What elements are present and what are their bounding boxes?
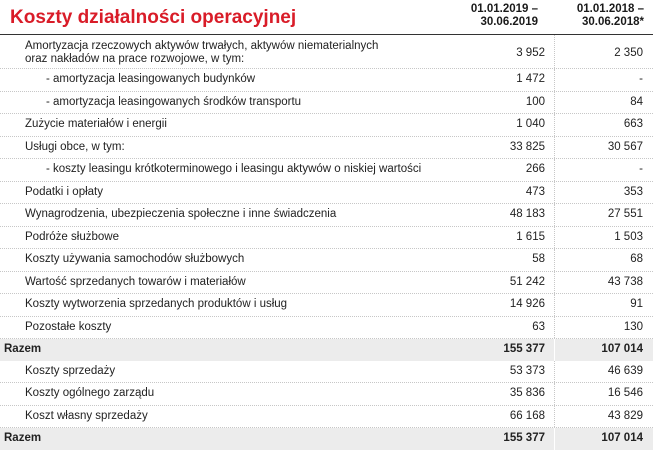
value-2018: - (639, 73, 643, 85)
value-2019: 35 836 (509, 387, 545, 399)
value-2018: 46 639 (607, 364, 643, 377)
table-row (0, 92, 653, 115)
column-header-2019 (446, 3, 538, 29)
column-divider (554, 92, 555, 114)
value-2018: 130 (623, 320, 643, 333)
value-2019: 63 (532, 320, 545, 333)
row-label: Koszty wytworzenia sprzedanych produktów i usług (25, 298, 288, 310)
value-2019: 33 825 (509, 140, 545, 153)
column-divider (554, 406, 555, 428)
value-2018: 91 (630, 298, 643, 310)
page-title: Koszty działalności operacyjnej (10, 7, 297, 28)
value-2018: 43 738 (607, 275, 643, 288)
column-divider (554, 294, 555, 316)
column-divider (554, 227, 555, 249)
total-value-2018: 107 014 (601, 432, 643, 444)
row-label: Wynagrodzenia, ubezpieczenia społeczne i inne świadczenia (25, 208, 337, 220)
table-row (0, 406, 653, 429)
table-row (0, 204, 653, 227)
table-body (0, 35, 653, 450)
row-label: - amortyzacja leasingowanych budynków (46, 73, 256, 85)
column-header-2018-line2: 30.06.2018* (581, 16, 644, 28)
value-2018: 30 567 (607, 140, 643, 153)
row-label: Wartość sprzedanych towarów i materiałów (25, 275, 246, 288)
table-row (0, 383, 653, 406)
total-value-2019: 155 377 (503, 343, 545, 355)
value-2019: 51 242 (509, 275, 545, 288)
row-label: Usługi obce, w tym: (25, 140, 125, 153)
column-divider (554, 339, 555, 361)
column-divider (554, 272, 555, 294)
value-2018: 2 350 (614, 47, 643, 59)
column-header-2018 (552, 3, 644, 29)
column-divider (554, 137, 555, 159)
table-row (0, 317, 653, 340)
value-2019: 58 (532, 253, 545, 265)
column-header-2018-line1: 01.01.2018 – (576, 3, 644, 15)
value-2018: 1 503 (614, 230, 643, 243)
row-label: - amortyzacja leasingowanych środków transportu (46, 95, 302, 108)
column-divider (554, 182, 555, 204)
value-2018: 16 546 (607, 387, 643, 399)
column-divider (554, 249, 555, 271)
row-label: Koszty używania samochodów służbowych (25, 253, 245, 265)
column-divider (554, 361, 555, 383)
column-divider (554, 114, 555, 136)
value-2019: 53 373 (509, 364, 545, 377)
value-2019: 3 952 (516, 47, 545, 59)
row-label (25, 40, 378, 66)
value-2019: 100 (525, 95, 545, 108)
total-row (0, 339, 653, 361)
row-label: Podatki i opłaty (25, 185, 103, 198)
column-divider (554, 317, 555, 339)
row-label: Koszt własny sprzedaży (25, 409, 148, 422)
table-row (0, 294, 653, 317)
total-label: Razem (4, 432, 42, 444)
total-value-2018: 107 014 (601, 343, 643, 355)
total-value-2019: 155 377 (503, 432, 545, 444)
value-2018: 84 (630, 95, 643, 108)
value-2019: 1 472 (516, 73, 545, 85)
column-divider (554, 69, 555, 91)
column-header-2019-line1: 01.01.2019 – (470, 3, 538, 15)
row-label-line1: Amortyzacja rzeczowych aktywów trwałych, aktywów niematerialnych (25, 40, 379, 52)
column-divider (554, 35, 555, 68)
value-2019: 1 615 (516, 230, 545, 243)
column-divider (554, 428, 555, 450)
value-2018: - (639, 163, 643, 175)
table-row (0, 137, 653, 160)
table-row (0, 69, 653, 92)
value-2019: 473 (525, 185, 545, 198)
row-label: Koszty sprzedaży (25, 364, 116, 377)
column-header-2019-line2: 30.06.2019 (480, 16, 538, 28)
table-row (0, 227, 653, 250)
total-row (0, 428, 653, 450)
row-label: Podróże służbowe (25, 230, 119, 243)
value-2019: 14 926 (509, 298, 545, 310)
row-label: Zużycie materiałów i energii (25, 118, 167, 130)
row-label-line2: oraz nakładów na prace rozwojowe, w tym: (25, 53, 245, 65)
table-row (0, 35, 653, 69)
table-row (0, 114, 653, 137)
column-divider (554, 383, 555, 405)
value-2018: 43 829 (607, 409, 643, 422)
value-2018: 68 (630, 253, 643, 265)
row-label: Pozostałe koszty (25, 320, 112, 333)
table-header (0, 0, 653, 35)
value-2019: 1 040 (516, 118, 545, 130)
table-row (0, 361, 653, 384)
value-2019: 266 (525, 163, 545, 175)
row-label: - koszty leasingu krótkoterminowego i leasingu aktywów o niskiej wartości (46, 163, 422, 175)
table-row (0, 182, 653, 205)
value-2019: 66 168 (509, 409, 545, 422)
column-divider (554, 204, 555, 226)
value-2018: 663 (623, 118, 643, 130)
value-2018: 27 551 (607, 208, 643, 220)
total-label: Razem (4, 343, 42, 355)
value-2019: 48 183 (509, 208, 545, 220)
row-label: Koszty ogólnego zarządu (25, 387, 155, 399)
value-2018: 353 (623, 185, 643, 198)
table-row (0, 249, 653, 272)
table-row (0, 159, 653, 182)
table-row (0, 272, 653, 295)
column-divider (554, 159, 555, 181)
